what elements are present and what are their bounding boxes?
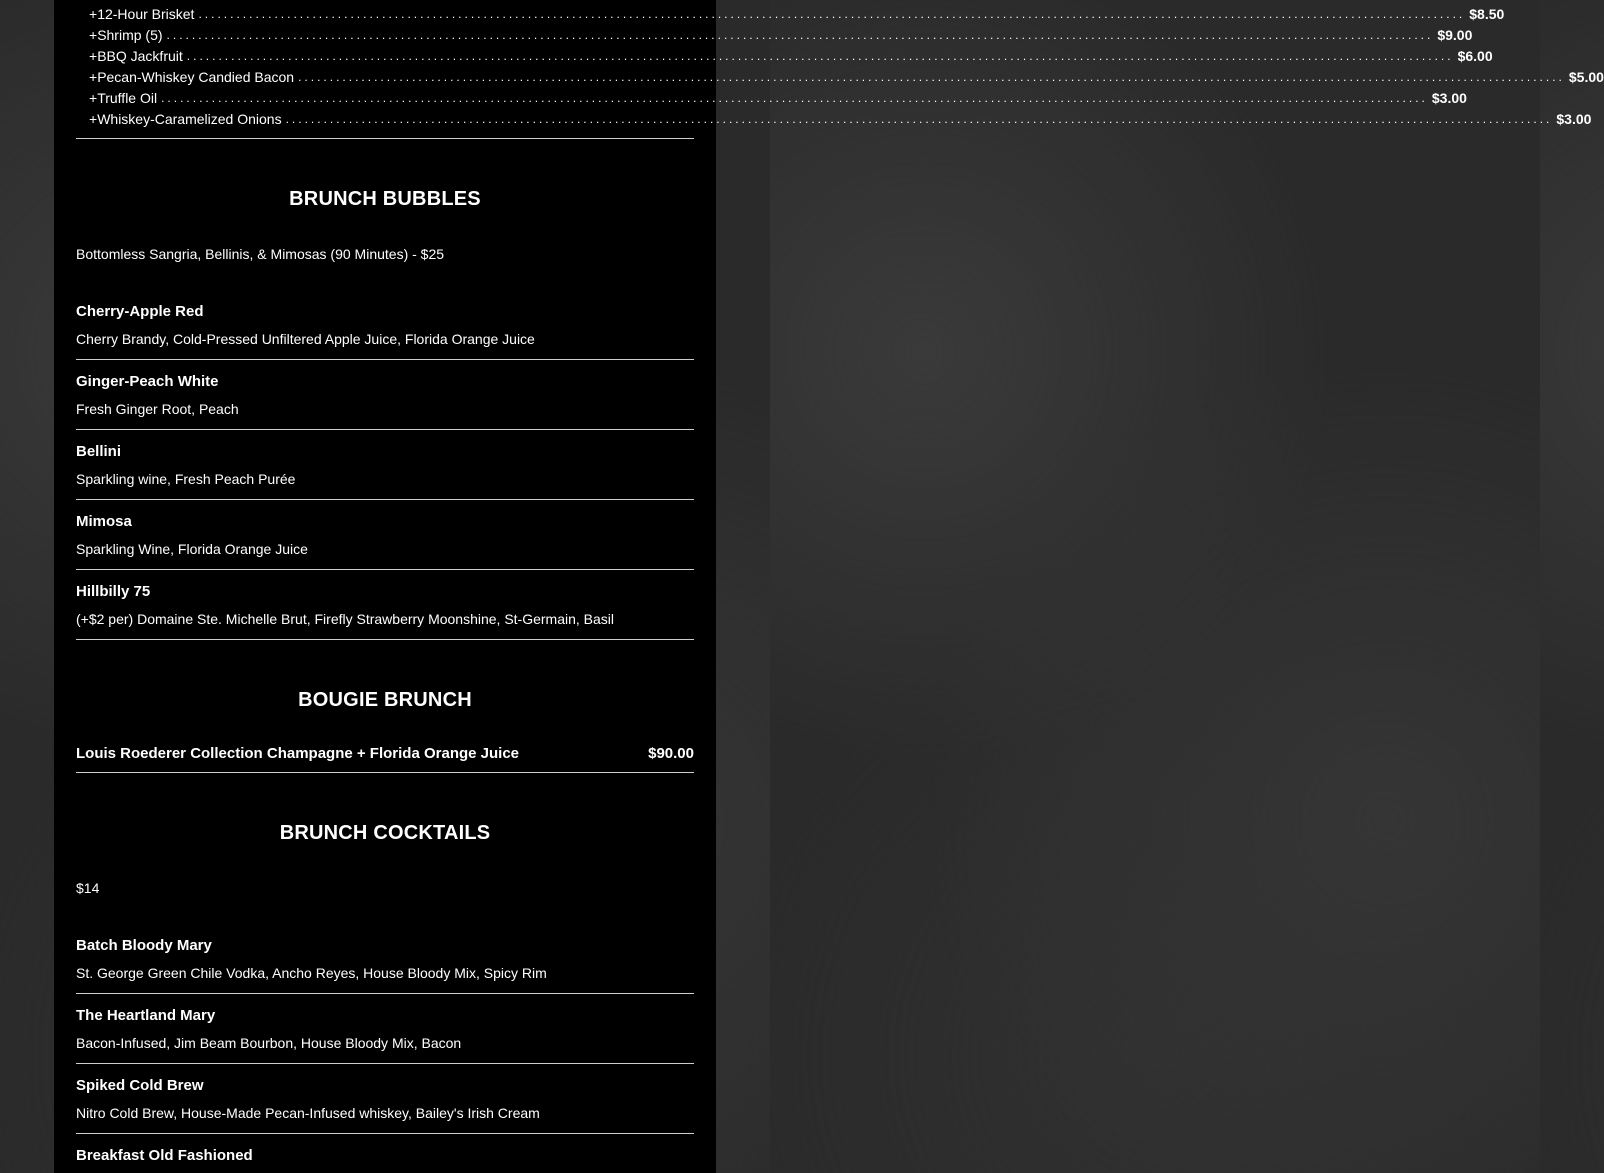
menu-item-desc: Sparkling Wine, Florida Orange Juice — [76, 541, 308, 557]
bottomless-note: Bottomless Sangria, Bellinis, & Mimosas (90 Minutes) - $25 — [76, 246, 445, 262]
divider — [76, 499, 694, 500]
addon-row — [76, 87, 1467, 108]
divider — [76, 639, 694, 640]
section-title-bougie-brunch: BOUGIE BRUNCH — [298, 689, 472, 711]
plus-icon: + — [89, 47, 98, 64]
section-title-brunch-cocktails: BRUNCH COCKTAILS — [279, 822, 491, 844]
addon-name: BBQ Jackfruit — [97, 47, 183, 64]
menu-item-name: Breakfast Old Fashioned — [76, 1147, 253, 1164]
addon-price: $5.00 — [1568, 68, 1604, 85]
section-title-brunch-bubbles: BRUNCH BUBBLES — [289, 188, 481, 210]
addon-price: $6.00 — [1457, 47, 1493, 64]
menu-item-name: The Heartland Mary — [76, 1007, 216, 1024]
menu-item-desc: Bacon-Infused, Jim Beam Bourbon, House Bloody Mix, Bacon — [76, 1035, 462, 1051]
dot-leader: ........................................................................................................................................................................................................ — [161, 90, 1428, 105]
divider — [76, 993, 694, 994]
cocktail-price-note: $14 — [76, 880, 100, 896]
plus-icon: + — [89, 68, 98, 85]
menu-item-name: Ginger-Peach White — [76, 373, 219, 390]
dot-leader: ........................................................................................................................................................................................................ — [198, 6, 1466, 21]
menu-item-desc: Sparkling wine, Fresh Peach Purée — [76, 471, 296, 487]
menu-item-desc: Fresh Ginger Root, Peach — [76, 401, 239, 417]
menu-item-name: Cherry-Apple Red — [76, 303, 204, 320]
addon-row — [76, 66, 1604, 87]
addon-row — [76, 45, 1493, 66]
divider — [76, 359, 694, 360]
divider — [76, 1063, 694, 1064]
dot-leader: ........................................................................................................................................................................................................ — [186, 48, 1454, 63]
menu-item-name: Batch Bloody Mary — [76, 937, 212, 954]
divider — [76, 138, 694, 139]
addon-price: $3.00 — [1556, 110, 1592, 127]
menu-item-desc: (+$2 per) Domaine Ste. Michelle Brut, Firefly Strawberry Moonshine, St-Germain, Basil — [76, 611, 615, 627]
plus-icon: + — [89, 26, 98, 43]
divider — [76, 772, 694, 773]
addon-price: $8.50 — [1469, 5, 1505, 22]
menu-item-name: Spiked Cold Brew — [76, 1077, 204, 1094]
addon-row — [76, 108, 1592, 129]
dot-leader: ........................................................................................................................................................................................................ — [298, 69, 1565, 84]
divider — [76, 569, 694, 570]
plus-icon: + — [89, 5, 98, 22]
addon-name: Shrimp (5) — [97, 26, 163, 43]
menu-item-price: $90.00 — [648, 745, 694, 762]
addon-name: Pecan-Whiskey Candied Bacon — [97, 68, 295, 85]
addon-name: Whiskey-Caramelized Onions — [97, 110, 282, 127]
addon-price: $9.00 — [1437, 26, 1473, 43]
menu-item-desc: St. George Green Chile Vodka, Ancho Reyes, House Bloody Mix, Spicy Rim — [76, 965, 547, 981]
menu-panel — [54, 0, 716, 1173]
menu-item-name: Bellini — [76, 443, 122, 460]
addon-row — [76, 24, 1473, 45]
dot-leader: ........................................................................................................................................................................................................ — [166, 27, 1434, 42]
menu-item-desc: Cherry Brandy, Cold-Pressed Unfiltered Apple Juice, Florida Orange Juice — [76, 331, 535, 347]
addon-name: 12-Hour Brisket — [97, 5, 195, 22]
menu-item-name: Louis Roederer Collection Champagne + Florida Orange Juice — [76, 745, 520, 762]
addon-row — [76, 3, 1505, 24]
divider — [76, 1133, 694, 1134]
plus-icon: + — [89, 89, 98, 106]
divider — [76, 429, 694, 430]
dot-leader: ........................................................................................................................................................................................................ — [285, 111, 1553, 126]
menu-item-desc: Nitro Cold Brew, House-Made Pecan-Infused whiskey, Bailey's Irish Cream — [76, 1105, 540, 1121]
menu-item-name: Mimosa — [76, 513, 132, 530]
plus-icon: + — [89, 110, 98, 127]
addon-name: Truffle Oil — [97, 89, 158, 106]
menu-item-name: Hillbilly 75 — [76, 583, 151, 600]
addon-price: $3.00 — [1431, 89, 1467, 106]
